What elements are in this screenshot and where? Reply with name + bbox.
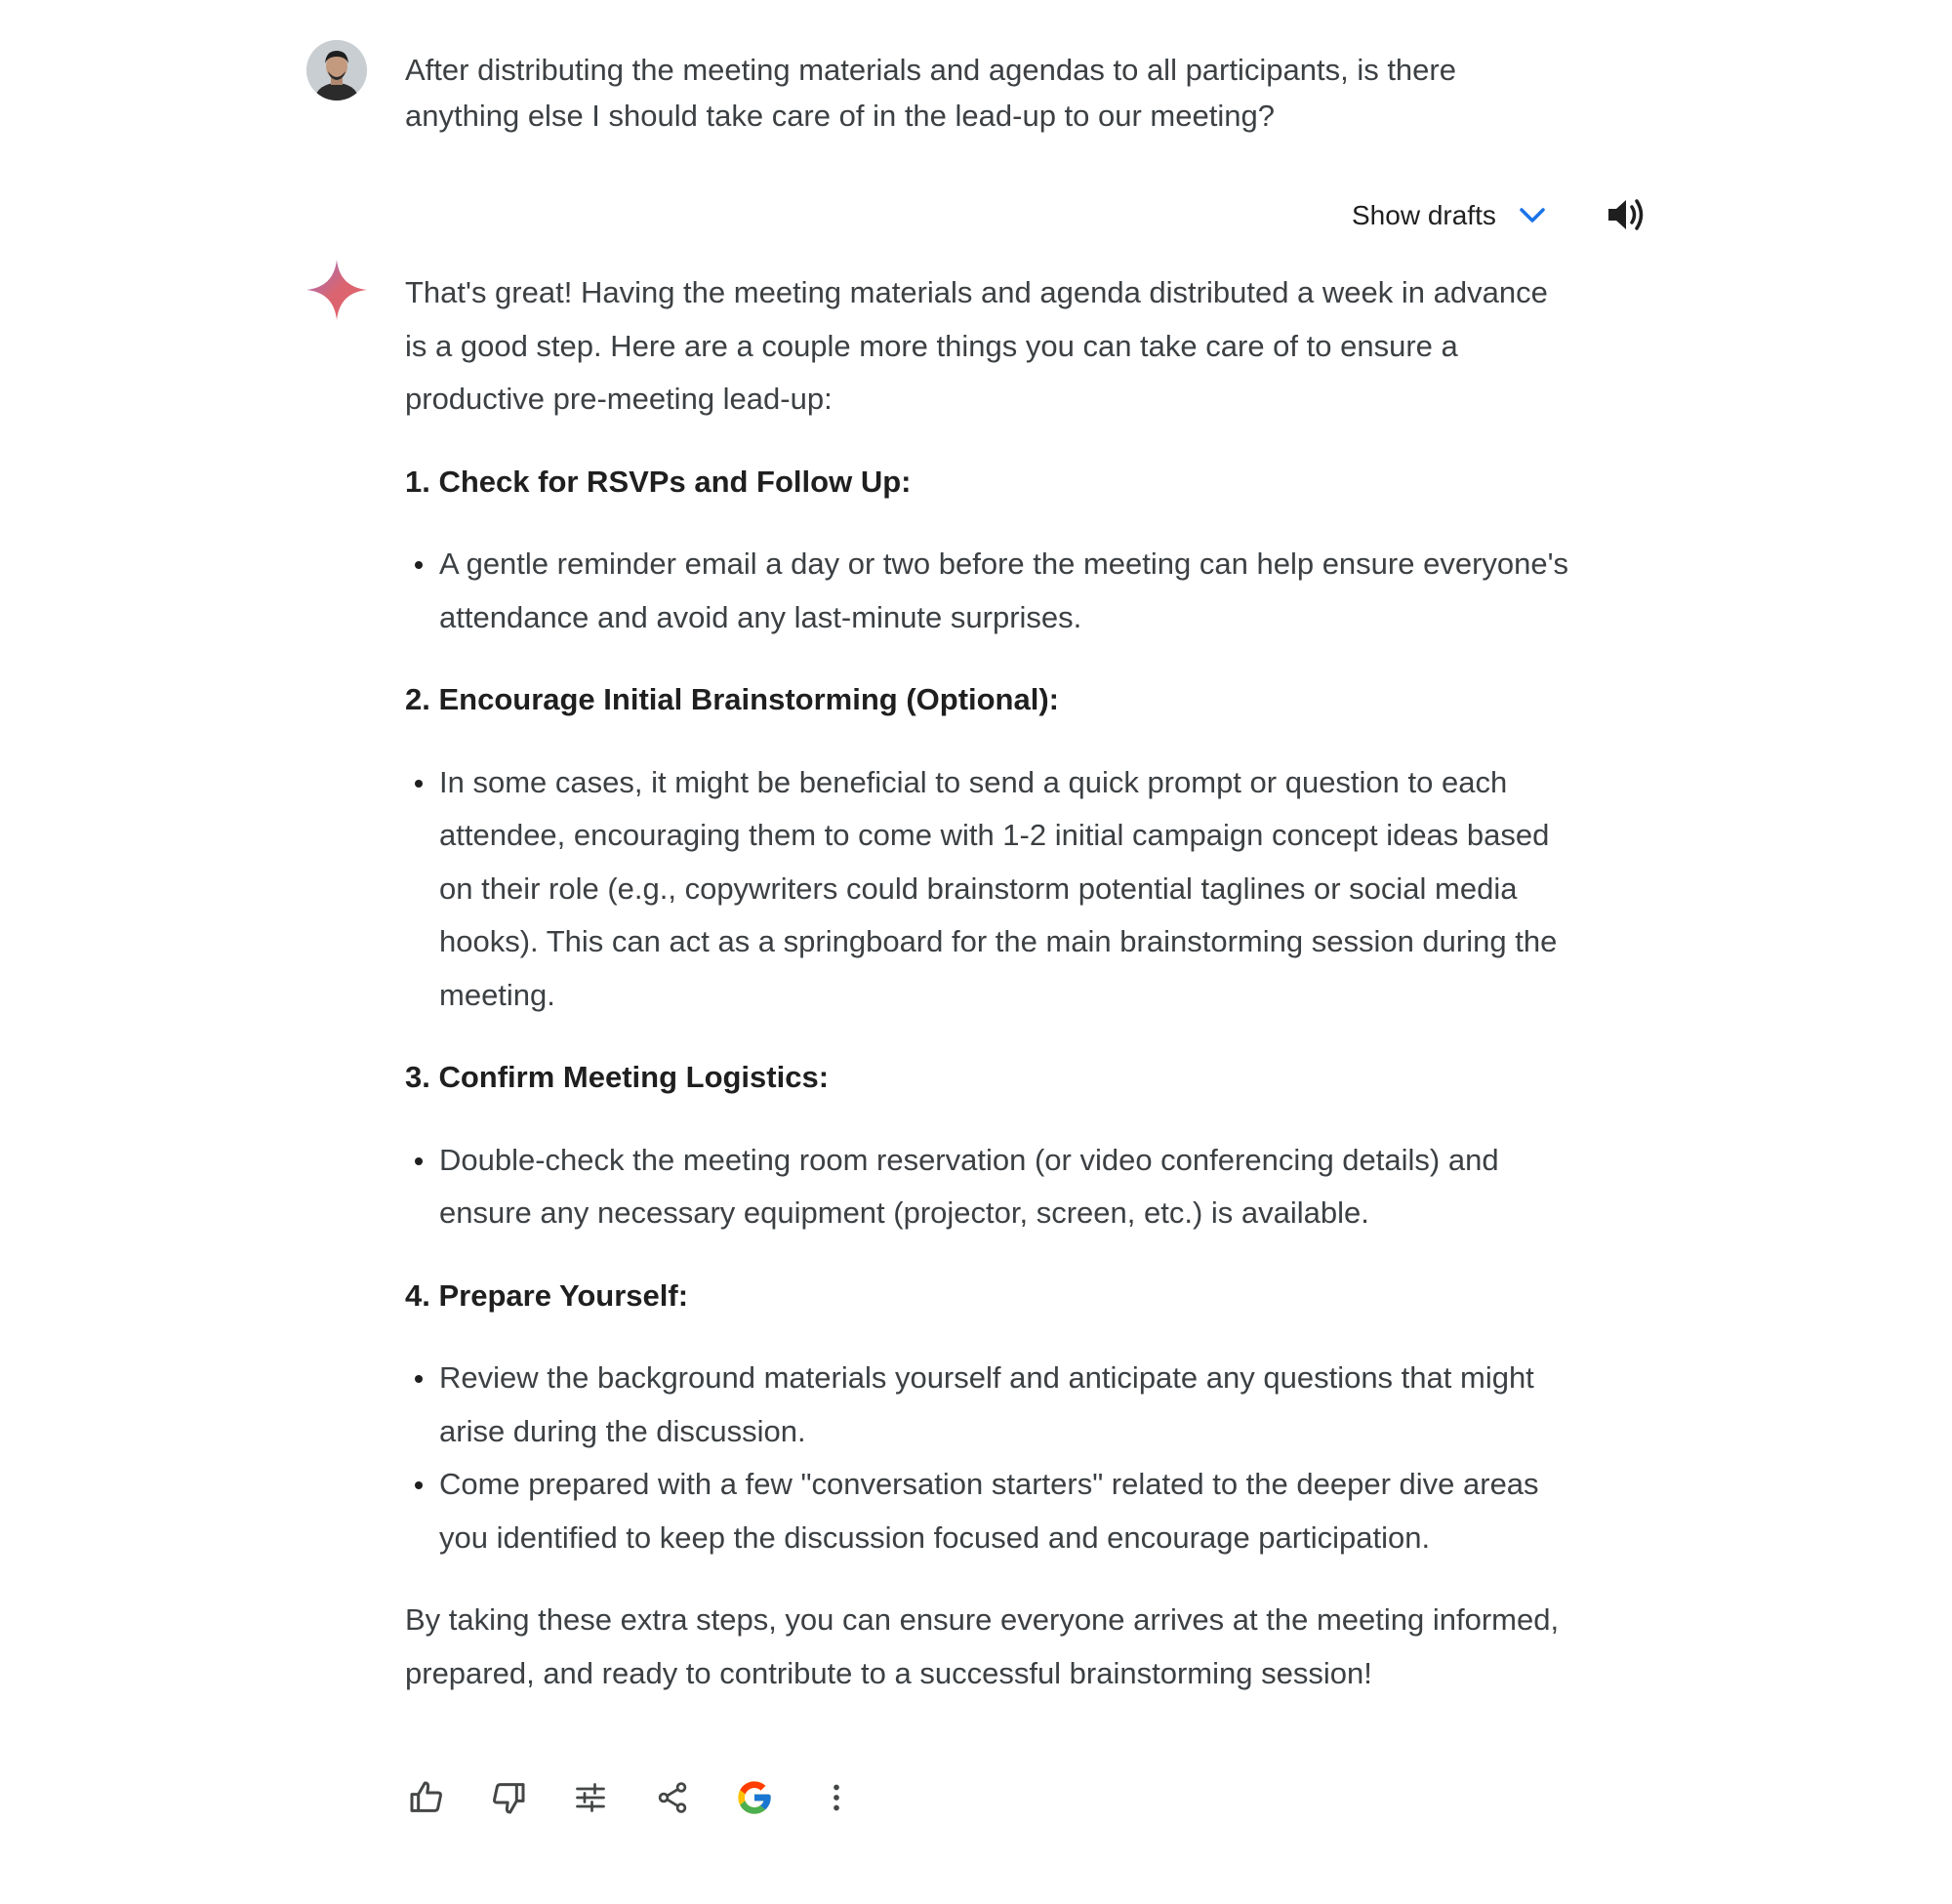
response-body <box>405 266 1576 1700</box>
show-drafts-button[interactable] <box>1352 200 1547 231</box>
gemini-sparkle-icon <box>305 258 369 327</box>
response-closing: By taking these extra steps, you can ensure everyone arrives at the meeting informed, prepared, and ready to contribute to a successful brainstorming session! <box>405 1602 1560 1690</box>
list-item: Review the background materials yourself and anticipate any questions that might arise during the discussion. <box>439 1352 1576 1458</box>
bullet-list <box>405 538 1576 644</box>
modify-response-icon[interactable] <box>569 1776 612 1819</box>
show-drafts-label: Show drafts <box>1352 200 1496 230</box>
drafts-bar <box>1352 191 1547 240</box>
response-actions <box>405 1776 897 1819</box>
section-heading: 1. Check for RSVPs and Follow Up: <box>405 464 912 499</box>
list-item: A gentle reminder email a day or two before the meeting can help ensure everyone's attendance and avoid any last-minute surprises. <box>439 538 1576 644</box>
response-intro: That's great! Having the meeting materials and agenda distributed a week in advance is a good step. Here are a couple more things you can take care of to ensure a productive pre-meeting lead-up: <box>405 275 1548 416</box>
google-icon[interactable] <box>733 1776 776 1819</box>
user-query-text: After distributing the meeting materials and agendas to all participants, is there anything else I should take care of in the lead-up to our meeting? <box>405 53 1456 133</box>
bullet-list <box>405 756 1576 1023</box>
share-icon[interactable] <box>651 1776 694 1819</box>
bullet-list <box>405 1134 1576 1240</box>
user-avatar <box>306 40 367 101</box>
bullet-list <box>405 1352 1576 1564</box>
section-heading: 3. Confirm Meeting Logistics: <box>405 1060 830 1094</box>
speaker-icon[interactable] <box>1606 195 1647 234</box>
section-heading: 4. Prepare Yourself: <box>405 1277 689 1313</box>
thumbs-up-icon[interactable] <box>405 1776 448 1819</box>
chevron-down-icon <box>1518 206 1547 225</box>
list-item: In some cases, it might be beneficial to send a quick prompt or question to each attendee, encouraging them to come with 1-2 initial campaign concept ideas based on their role (e.g., copywriters could brainstorm potential taglines or social media hooks). This can act as a springboard for the main brainstorming session during the meeting. <box>439 756 1576 1023</box>
list-item: Come prepared with a few "conversation starters" related to the deeper dive areas you identified to keep the discussion focused and encourage participation. <box>439 1458 1576 1564</box>
more-options-icon[interactable] <box>815 1776 858 1819</box>
list-item: Double-check the meeting room reservation (or video conferencing details) and ensure any necessary equipment (projector, screen, etc.) is available. <box>439 1134 1576 1240</box>
section-heading: 2. Encourage Initial Brainstorming (Optional): <box>405 682 1059 716</box>
thumbs-down-icon[interactable] <box>487 1776 530 1819</box>
